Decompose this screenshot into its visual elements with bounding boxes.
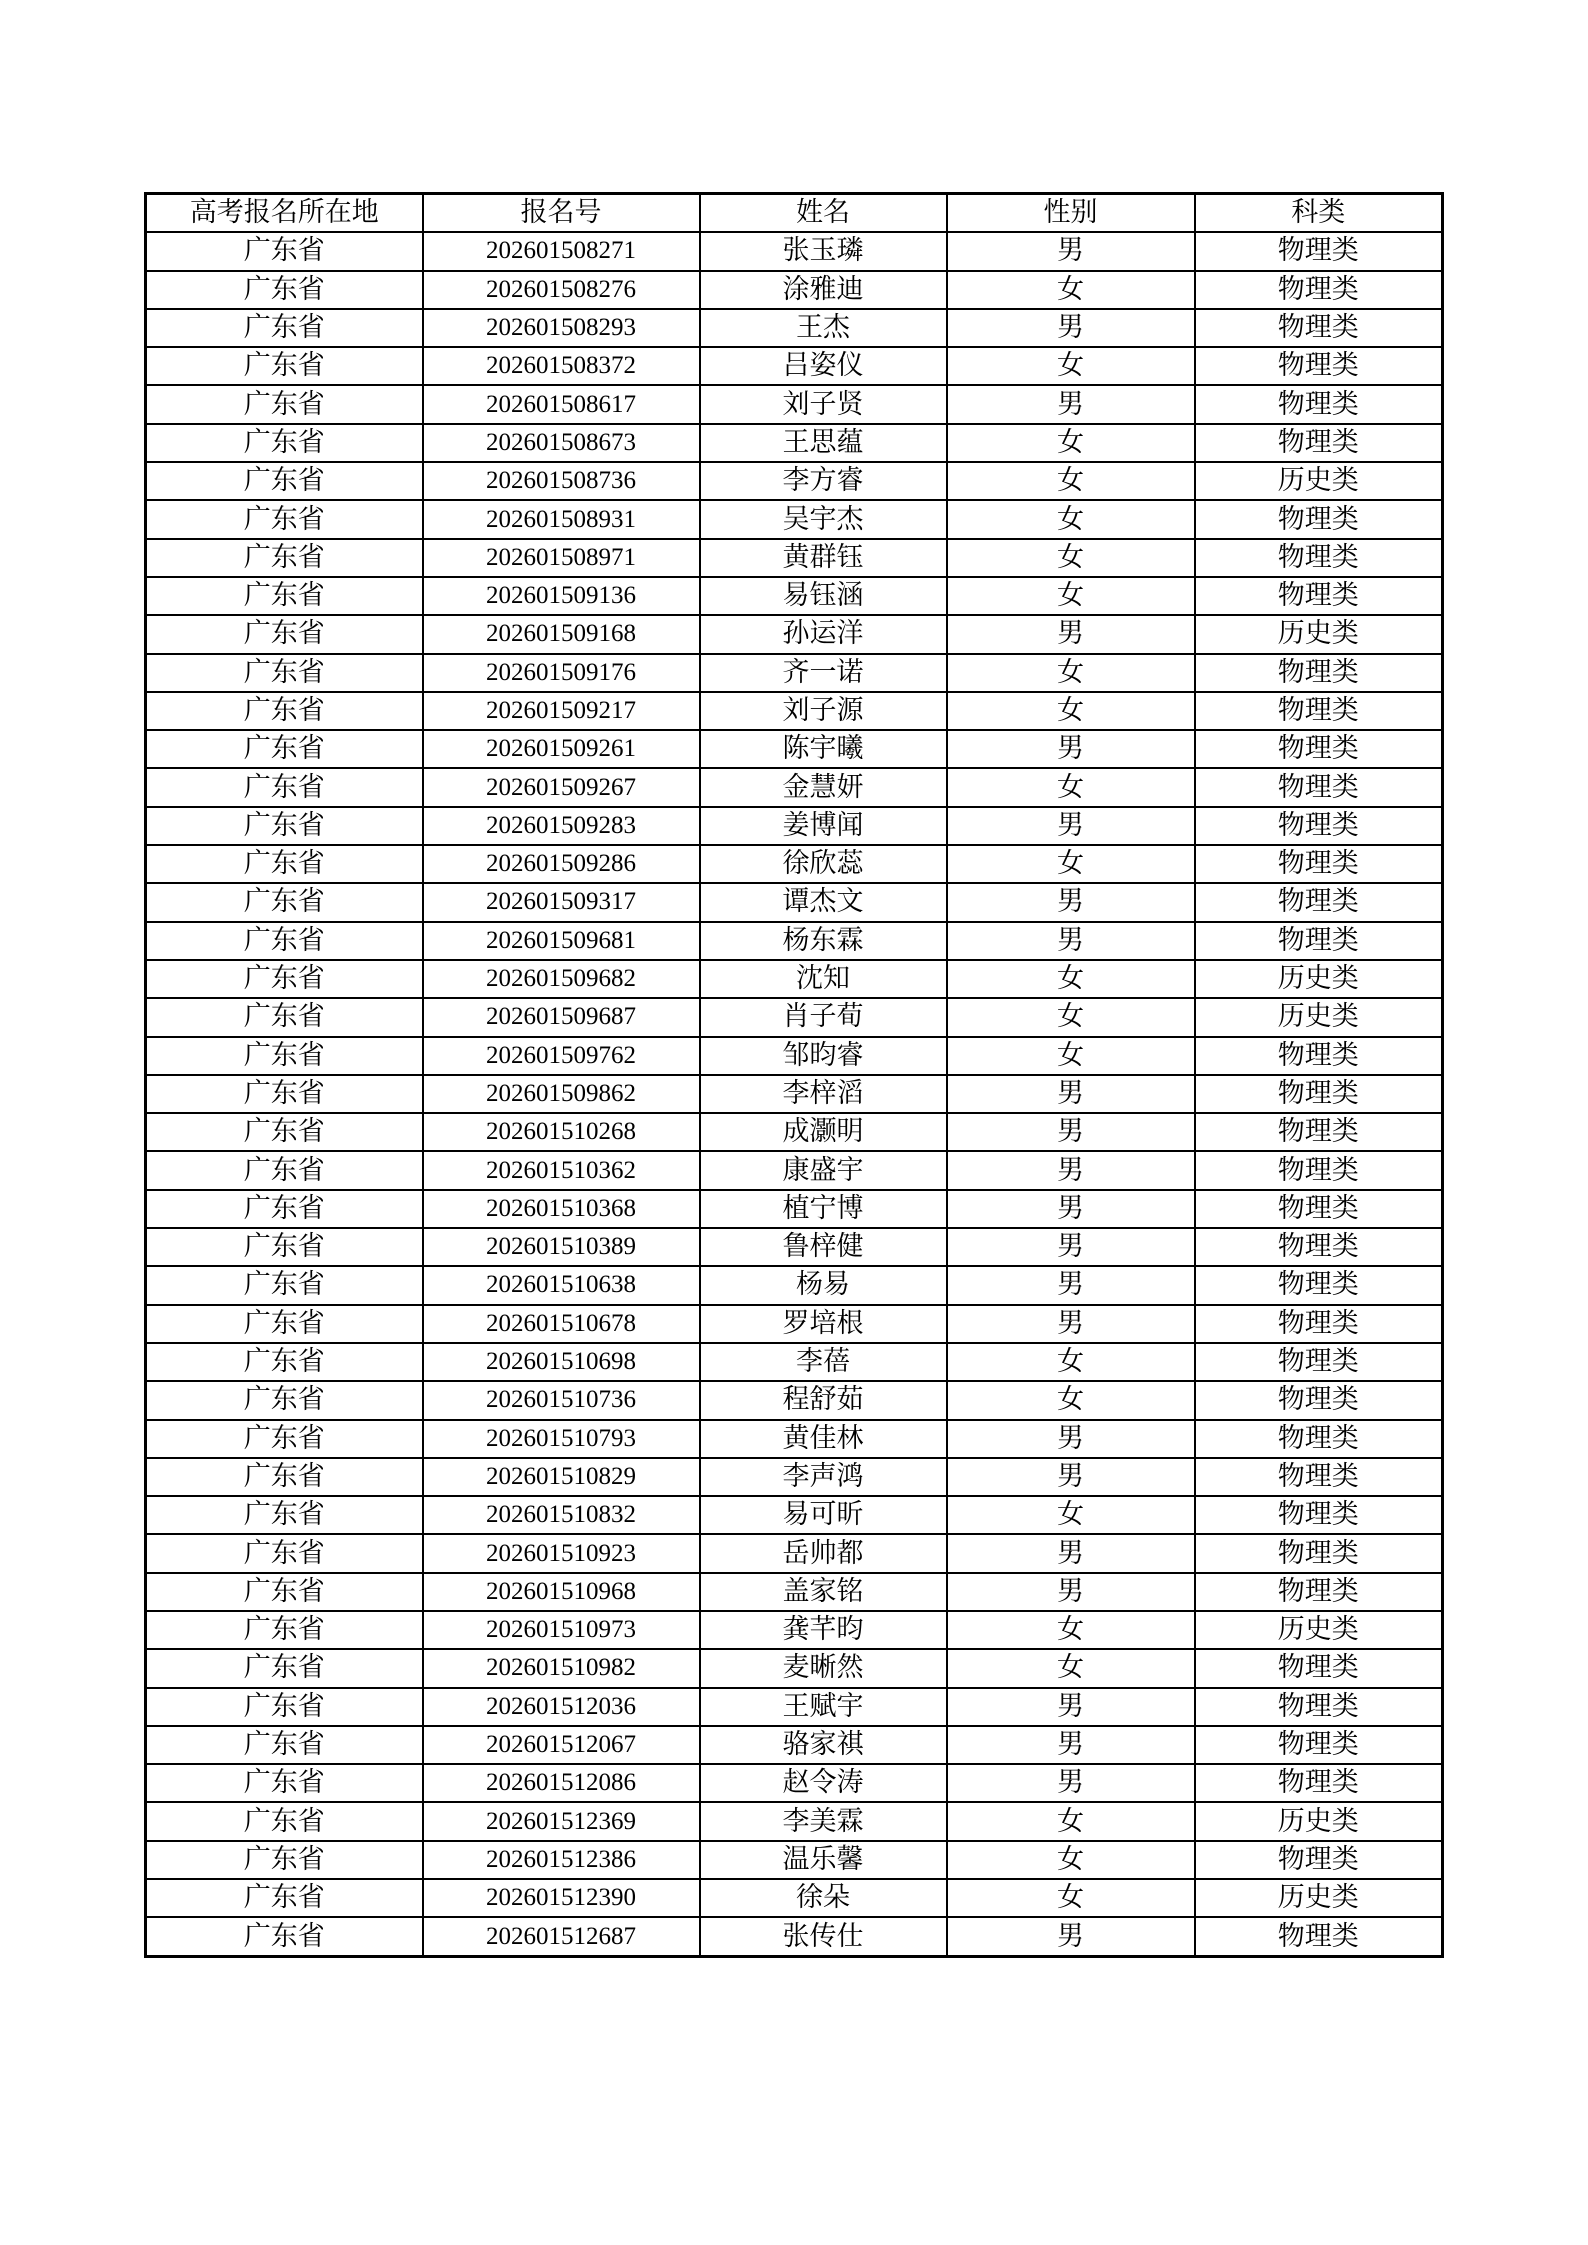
cell-location: 广东省	[146, 1075, 423, 1113]
cell-location: 广东省	[146, 1420, 423, 1458]
cell-location: 广东省	[146, 692, 423, 730]
table-row	[146, 424, 1443, 462]
cell-location: 广东省	[146, 1381, 423, 1419]
table-row	[146, 1228, 1443, 1266]
cell-location: 广东省	[146, 1458, 423, 1496]
table-row	[146, 1841, 1443, 1879]
cell-name: 黄佳林	[700, 1420, 947, 1458]
table-row	[146, 922, 1443, 960]
cell-name: 吴宇杰	[700, 500, 947, 538]
cell-name: 王杰	[700, 309, 947, 347]
cell-location: 广东省	[146, 1266, 423, 1304]
cell-gender: 男	[947, 1190, 1195, 1228]
cell-subject-category: 历史类	[1195, 960, 1443, 998]
cell-registration-number: 202601508736	[423, 462, 700, 500]
cell-location: 广东省	[146, 309, 423, 347]
table-row	[146, 1802, 1443, 1840]
cell-subject-category: 物理类	[1195, 883, 1443, 921]
cell-gender: 女	[947, 1879, 1195, 1917]
cell-subject-category: 物理类	[1195, 1764, 1443, 1802]
cell-registration-number: 202601512390	[423, 1879, 700, 1917]
cell-subject-category: 物理类	[1195, 1190, 1443, 1228]
cell-location: 广东省	[146, 462, 423, 500]
cell-location: 广东省	[146, 883, 423, 921]
cell-name: 岳帅都	[700, 1534, 947, 1572]
table-row	[146, 615, 1443, 653]
cell-name: 李方睿	[700, 462, 947, 500]
cell-gender: 女	[947, 1611, 1195, 1649]
cell-registration-number: 202601509687	[423, 998, 700, 1036]
cell-subject-category: 物理类	[1195, 232, 1443, 270]
cell-name: 王思蕴	[700, 424, 947, 462]
cell-registration-number: 202601508931	[423, 500, 700, 538]
cell-registration-number: 202601510832	[423, 1496, 700, 1534]
cell-gender: 男	[947, 1228, 1195, 1266]
cell-subject-category: 物理类	[1195, 1075, 1443, 1113]
cell-registration-number: 202601512086	[423, 1764, 700, 1802]
cell-name: 齐一诺	[700, 654, 947, 692]
cell-subject-category: 物理类	[1195, 500, 1443, 538]
cell-gender: 男	[947, 807, 1195, 845]
cell-subject-category: 物理类	[1195, 1917, 1443, 1956]
cell-location: 广东省	[146, 424, 423, 462]
cell-registration-number: 202601509217	[423, 692, 700, 730]
cell-location: 广东省	[146, 500, 423, 538]
cell-location: 广东省	[146, 654, 423, 692]
cell-location: 广东省	[146, 1841, 423, 1879]
cell-gender: 男	[947, 1075, 1195, 1113]
cell-gender: 男	[947, 1420, 1195, 1458]
cell-gender: 男	[947, 232, 1195, 270]
cell-name: 骆家祺	[700, 1726, 947, 1764]
table-row	[146, 1305, 1443, 1343]
cell-name: 盖家铭	[700, 1573, 947, 1611]
cell-name: 刘子源	[700, 692, 947, 730]
cell-gender: 女	[947, 1037, 1195, 1075]
table-row	[146, 654, 1443, 692]
cell-registration-number: 202601510968	[423, 1573, 700, 1611]
cell-gender: 女	[947, 692, 1195, 730]
cell-gender: 女	[947, 1802, 1195, 1840]
table-row	[146, 1190, 1443, 1228]
cell-location: 广东省	[146, 1764, 423, 1802]
cell-subject-category: 历史类	[1195, 1802, 1443, 1840]
table-row	[146, 1611, 1443, 1649]
cell-registration-number: 202601510638	[423, 1266, 700, 1304]
cell-subject-category: 物理类	[1195, 922, 1443, 960]
cell-gender: 女	[947, 998, 1195, 1036]
cell-registration-number: 202601509317	[423, 883, 700, 921]
cell-name: 张玉璘	[700, 232, 947, 270]
table-row	[146, 232, 1443, 270]
cell-gender: 女	[947, 1381, 1195, 1419]
cell-gender: 男	[947, 1726, 1195, 1764]
cell-subject-category: 物理类	[1195, 1228, 1443, 1266]
table-row	[146, 1764, 1443, 1802]
cell-subject-category: 物理类	[1195, 845, 1443, 883]
cell-registration-number: 202601510736	[423, 1381, 700, 1419]
cell-gender: 女	[947, 347, 1195, 385]
table-row	[146, 1879, 1443, 1917]
table-row	[146, 1037, 1443, 1075]
cell-registration-number: 202601509681	[423, 922, 700, 960]
cell-subject-category: 物理类	[1195, 1305, 1443, 1343]
table-row	[146, 1573, 1443, 1611]
cell-registration-number: 202601510923	[423, 1534, 700, 1572]
cell-location: 广东省	[146, 922, 423, 960]
cell-subject-category: 物理类	[1195, 309, 1443, 347]
cell-gender: 女	[947, 577, 1195, 615]
header-gender: 性别	[947, 194, 1195, 233]
cell-gender: 男	[947, 730, 1195, 768]
table-row	[146, 1113, 1443, 1151]
cell-subject-category: 物理类	[1195, 1381, 1443, 1419]
cell-registration-number: 202601509267	[423, 768, 700, 806]
header-registration-number: 报名号	[423, 194, 700, 233]
cell-name: 李美霖	[700, 1802, 947, 1840]
cell-registration-number: 202601512386	[423, 1841, 700, 1879]
cell-location: 广东省	[146, 768, 423, 806]
cell-subject-category: 物理类	[1195, 654, 1443, 692]
cell-subject-category: 物理类	[1195, 1343, 1443, 1381]
cell-registration-number: 202601509136	[423, 577, 700, 615]
cell-location: 广东省	[146, 539, 423, 577]
cell-registration-number: 202601512687	[423, 1917, 700, 1956]
cell-location: 广东省	[146, 1534, 423, 1572]
cell-gender: 男	[947, 922, 1195, 960]
cell-location: 广东省	[146, 1228, 423, 1266]
cell-gender: 女	[947, 1841, 1195, 1879]
cell-name: 谭杰文	[700, 883, 947, 921]
cell-subject-category: 物理类	[1195, 1496, 1443, 1534]
cell-location: 广东省	[146, 730, 423, 768]
cell-location: 广东省	[146, 998, 423, 1036]
cell-registration-number: 202601510973	[423, 1611, 700, 1649]
cell-subject-category: 物理类	[1195, 424, 1443, 462]
cell-location: 广东省	[146, 1611, 423, 1649]
cell-subject-category: 物理类	[1195, 1037, 1443, 1075]
cell-name: 黄群钰	[700, 539, 947, 577]
cell-subject-category: 物理类	[1195, 271, 1443, 309]
cell-gender: 男	[947, 1688, 1195, 1726]
cell-registration-number: 202601510698	[423, 1343, 700, 1381]
cell-gender: 男	[947, 1458, 1195, 1496]
table-row	[146, 807, 1443, 845]
roster-table	[144, 192, 1444, 1958]
cell-name: 李梓滔	[700, 1075, 947, 1113]
table-row	[146, 768, 1443, 806]
cell-location: 广东省	[146, 615, 423, 653]
cell-gender: 女	[947, 500, 1195, 538]
cell-name: 陈宇曦	[700, 730, 947, 768]
cell-registration-number: 202601510362	[423, 1151, 700, 1189]
cell-name: 姜博闻	[700, 807, 947, 845]
cell-name: 植宁博	[700, 1190, 947, 1228]
cell-subject-category: 历史类	[1195, 1879, 1443, 1917]
table-row	[146, 1381, 1443, 1419]
cell-name: 徐欣蕊	[700, 845, 947, 883]
cell-gender: 男	[947, 1917, 1195, 1956]
cell-name: 邹昀睿	[700, 1037, 947, 1075]
cell-subject-category: 物理类	[1195, 1266, 1443, 1304]
cell-gender: 男	[947, 1764, 1195, 1802]
table-row	[146, 347, 1443, 385]
cell-subject-category: 历史类	[1195, 462, 1443, 500]
table-row	[146, 692, 1443, 730]
cell-registration-number: 202601509286	[423, 845, 700, 883]
cell-gender: 女	[947, 462, 1195, 500]
cell-gender: 男	[947, 883, 1195, 921]
cell-location: 广东省	[146, 1151, 423, 1189]
cell-gender: 女	[947, 1343, 1195, 1381]
cell-subject-category: 物理类	[1195, 730, 1443, 768]
cell-gender: 男	[947, 1305, 1195, 1343]
cell-subject-category: 物理类	[1195, 1573, 1443, 1611]
header-subject-category: 科类	[1195, 194, 1443, 233]
cell-subject-category: 物理类	[1195, 1534, 1443, 1572]
cell-subject-category: 历史类	[1195, 615, 1443, 653]
cell-registration-number: 202601509862	[423, 1075, 700, 1113]
cell-subject-category: 物理类	[1195, 1113, 1443, 1151]
cell-name: 龚芊昀	[700, 1611, 947, 1649]
cell-gender: 男	[947, 1573, 1195, 1611]
cell-gender: 女	[947, 768, 1195, 806]
cell-gender: 男	[947, 1151, 1195, 1189]
cell-gender: 女	[947, 1649, 1195, 1687]
cell-subject-category: 物理类	[1195, 347, 1443, 385]
header-row	[146, 194, 1443, 233]
cell-location: 广东省	[146, 1879, 423, 1917]
cell-registration-number: 202601508276	[423, 271, 700, 309]
cell-name: 张传仕	[700, 1917, 947, 1956]
cell-location: 广东省	[146, 1113, 423, 1151]
table-row	[146, 1075, 1443, 1113]
cell-registration-number: 202601508971	[423, 539, 700, 577]
cell-subject-category: 历史类	[1195, 1611, 1443, 1649]
cell-gender: 女	[947, 271, 1195, 309]
cell-registration-number: 202601508673	[423, 424, 700, 462]
cell-registration-number: 202601509283	[423, 807, 700, 845]
header-location: 高考报名所在地	[146, 194, 423, 233]
cell-name: 杨东霖	[700, 922, 947, 960]
table-row	[146, 500, 1443, 538]
table-row	[146, 539, 1443, 577]
cell-registration-number: 202601510982	[423, 1649, 700, 1687]
cell-name: 李声鸿	[700, 1458, 947, 1496]
cell-location: 广东省	[146, 577, 423, 615]
cell-name: 金慧妍	[700, 768, 947, 806]
cell-name: 成灏明	[700, 1113, 947, 1151]
cell-name: 李蓓	[700, 1343, 947, 1381]
table-body	[146, 232, 1443, 1956]
cell-registration-number: 202601509762	[423, 1037, 700, 1075]
header-name: 姓名	[700, 194, 947, 233]
cell-registration-number: 202601509682	[423, 960, 700, 998]
table-row	[146, 1688, 1443, 1726]
cell-registration-number: 202601512369	[423, 1802, 700, 1840]
cell-name: 易可昕	[700, 1496, 947, 1534]
cell-location: 广东省	[146, 1649, 423, 1687]
cell-subject-category: 物理类	[1195, 1726, 1443, 1764]
cell-registration-number: 202601512036	[423, 1688, 700, 1726]
table-row	[146, 1458, 1443, 1496]
table-row	[146, 998, 1443, 1036]
cell-location: 广东省	[146, 347, 423, 385]
cell-subject-category: 物理类	[1195, 1420, 1443, 1458]
table-row	[146, 960, 1443, 998]
cell-location: 广东省	[146, 1343, 423, 1381]
table-row	[146, 309, 1443, 347]
cell-name: 赵令涛	[700, 1764, 947, 1802]
cell-subject-category: 物理类	[1195, 1649, 1443, 1687]
cell-registration-number: 202601508617	[423, 385, 700, 423]
cell-location: 广东省	[146, 1305, 423, 1343]
cell-location: 广东省	[146, 385, 423, 423]
cell-name: 沈知	[700, 960, 947, 998]
cell-location: 广东省	[146, 1496, 423, 1534]
cell-name: 康盛宇	[700, 1151, 947, 1189]
table-row	[146, 1917, 1443, 1956]
cell-registration-number: 202601510829	[423, 1458, 700, 1496]
cell-subject-category: 物理类	[1195, 1688, 1443, 1726]
cell-name: 肖子荀	[700, 998, 947, 1036]
table-row	[146, 1649, 1443, 1687]
table-row	[146, 1726, 1443, 1764]
cell-registration-number: 202601509168	[423, 615, 700, 653]
cell-location: 广东省	[146, 1917, 423, 1956]
table-row	[146, 271, 1443, 309]
cell-subject-category: 物理类	[1195, 577, 1443, 615]
cell-registration-number: 202601512067	[423, 1726, 700, 1764]
cell-location: 广东省	[146, 232, 423, 270]
cell-name: 罗培根	[700, 1305, 947, 1343]
table-row	[146, 1266, 1443, 1304]
cell-name: 鲁梓健	[700, 1228, 947, 1266]
cell-gender: 男	[947, 1534, 1195, 1572]
cell-name: 温乐馨	[700, 1841, 947, 1879]
table-row	[146, 1343, 1443, 1381]
table-row	[146, 1420, 1443, 1458]
cell-gender: 女	[947, 960, 1195, 998]
table-row	[146, 730, 1443, 768]
table-row	[146, 845, 1443, 883]
cell-gender: 女	[947, 1496, 1195, 1534]
cell-gender: 女	[947, 845, 1195, 883]
cell-subject-category: 历史类	[1195, 998, 1443, 1036]
cell-name: 程舒茹	[700, 1381, 947, 1419]
cell-location: 广东省	[146, 1037, 423, 1075]
cell-registration-number: 202601509261	[423, 730, 700, 768]
cell-location: 广东省	[146, 1190, 423, 1228]
cell-location: 广东省	[146, 1688, 423, 1726]
cell-subject-category: 物理类	[1195, 1151, 1443, 1189]
cell-gender: 男	[947, 385, 1195, 423]
cell-name: 吕姿仪	[700, 347, 947, 385]
table-row	[146, 1496, 1443, 1534]
cell-registration-number: 202601510678	[423, 1305, 700, 1343]
table-row	[146, 462, 1443, 500]
cell-location: 广东省	[146, 807, 423, 845]
table-row	[146, 1151, 1443, 1189]
cell-name: 刘子贤	[700, 385, 947, 423]
cell-location: 广东省	[146, 845, 423, 883]
cell-gender: 男	[947, 1113, 1195, 1151]
cell-registration-number: 202601510268	[423, 1113, 700, 1151]
cell-name: 徐朵	[700, 1879, 947, 1917]
cell-subject-category: 物理类	[1195, 1458, 1443, 1496]
cell-registration-number: 202601509176	[423, 654, 700, 692]
cell-subject-category: 物理类	[1195, 692, 1443, 730]
cell-gender: 女	[947, 654, 1195, 692]
cell-registration-number: 202601510389	[423, 1228, 700, 1266]
cell-name: 麦晰然	[700, 1649, 947, 1687]
table-row	[146, 577, 1443, 615]
cell-gender: 男	[947, 1266, 1195, 1304]
cell-gender: 男	[947, 309, 1195, 347]
cell-gender: 女	[947, 539, 1195, 577]
cell-gender: 女	[947, 424, 1195, 462]
cell-subject-category: 物理类	[1195, 385, 1443, 423]
cell-location: 广东省	[146, 271, 423, 309]
cell-location: 广东省	[146, 1726, 423, 1764]
cell-name: 涂雅迪	[700, 271, 947, 309]
cell-location: 广东省	[146, 1573, 423, 1611]
cell-registration-number: 202601508271	[423, 232, 700, 270]
cell-subject-category: 物理类	[1195, 1841, 1443, 1879]
cell-subject-category: 物理类	[1195, 768, 1443, 806]
cell-name: 王赋宇	[700, 1688, 947, 1726]
cell-name: 杨易	[700, 1266, 947, 1304]
cell-subject-category: 物理类	[1195, 807, 1443, 845]
cell-registration-number: 202601510368	[423, 1190, 700, 1228]
cell-subject-category: 物理类	[1195, 539, 1443, 577]
cell-name: 孙运洋	[700, 615, 947, 653]
cell-registration-number: 202601510793	[423, 1420, 700, 1458]
cell-registration-number: 202601508372	[423, 347, 700, 385]
table-row	[146, 1534, 1443, 1572]
cell-location: 广东省	[146, 960, 423, 998]
cell-gender: 男	[947, 615, 1195, 653]
cell-registration-number: 202601508293	[423, 309, 700, 347]
table-row	[146, 883, 1443, 921]
cell-name: 易钰涵	[700, 577, 947, 615]
cell-location: 广东省	[146, 1802, 423, 1840]
table-row	[146, 385, 1443, 423]
